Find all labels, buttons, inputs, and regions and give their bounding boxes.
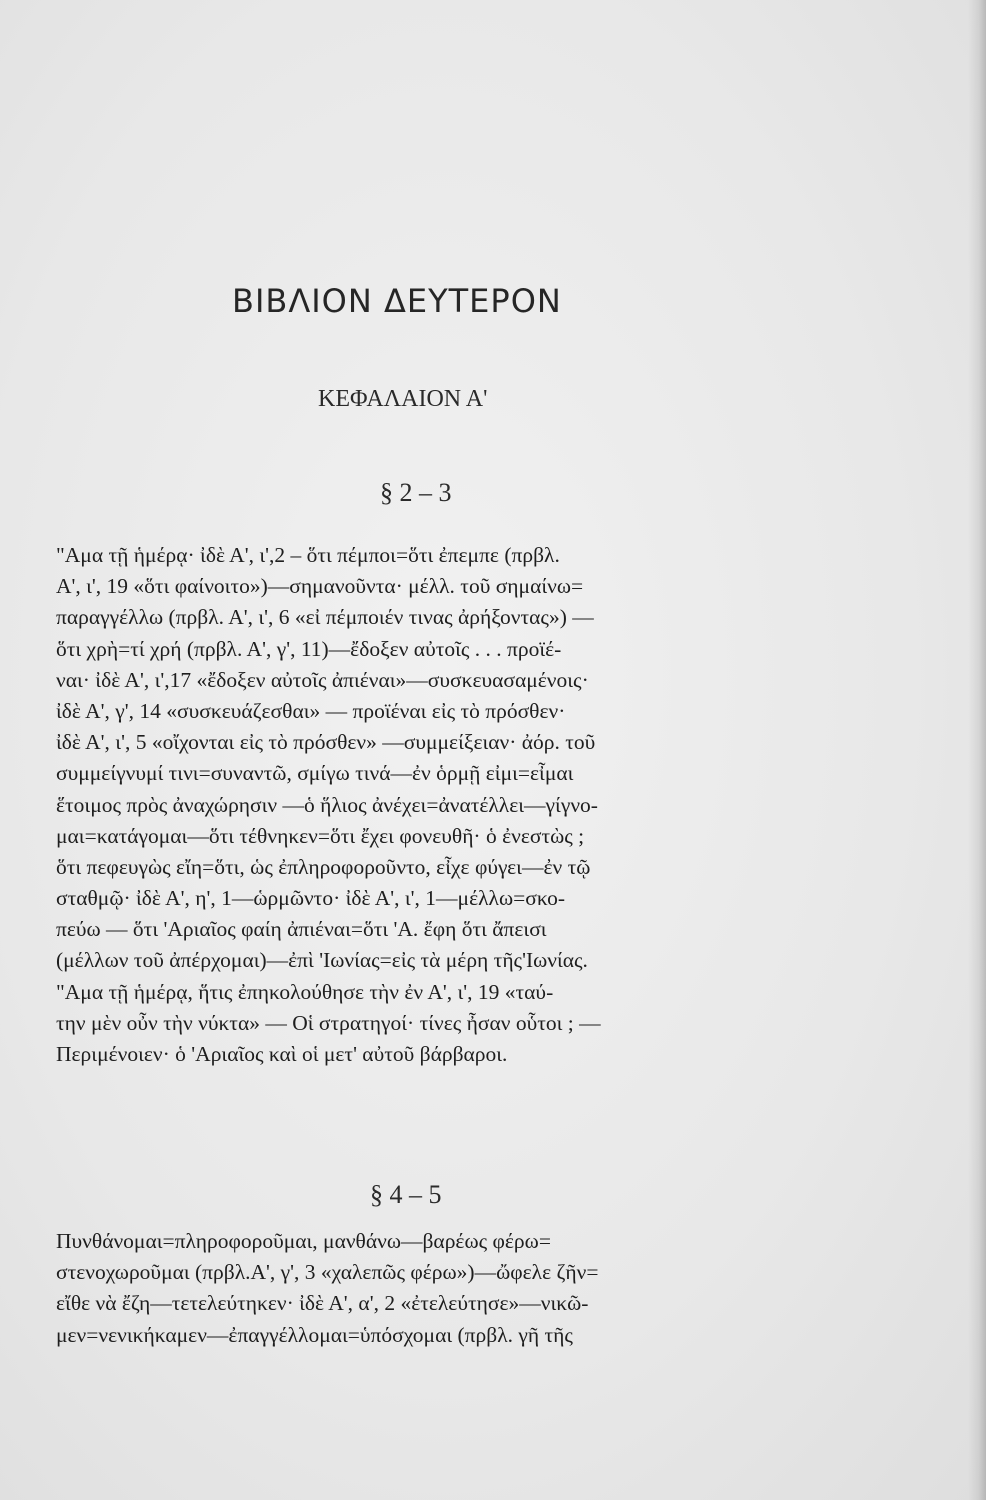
paragraph-section-2-3 — [56, 540, 836, 1070]
text-line: στενοχωροῦμαι (πρβλ.Α', γ', 3 «χαλεπῶς φέρω»)—ὤφελε ζῆν= — [56, 1260, 599, 1285]
text-line: εἴθε νὰ ἔζη—τετελεύτηκεν· ἰδὲ Α', α', 2 «ἐτελεύτησε»—νικῶ- — [56, 1291, 589, 1316]
text-line: παραγγέλλω (πρβλ. Α', ι', 6 «εἰ πέμποιέν τινας ἀρήξοντας») — — [56, 605, 594, 630]
section-heading-2-3: § 2 – 3 — [380, 478, 452, 507]
text-line: ἰδὲ Α', ι', 5 «οἴχονται εἰς τὸ πρόσθεν» —συμμείξειαν· ἀόρ. τοῦ — [56, 730, 596, 755]
text-line: ὅτι χρὴ=τί χρή (πρβλ. Α', γ', 11)—ἔδοξεν αὐτοῖς . . . προϊέ- — [56, 636, 562, 661]
text-line: "Αμα τῇ ἡμέρᾳ· ἰδὲ Α', ι',2 – ὅτι πέμποι=ὅτι ἐπεμπε (πρβλ. — [56, 543, 560, 567]
text-line: Πυνθάνομαι=πληροφοροῦμαι, μανθάνω—βαρέως φέρω= — [56, 1229, 551, 1253]
spine-shadow — [968, 0, 986, 1500]
text-line: ὅτι πεφευγὼς εἴη=ὅτι, ὡς ἐπληροφοροῦντο, εἶχε φύγει—ἐν τῷ — [56, 854, 591, 879]
text-line: συμμείγνυμί τινι=συναντῶ, σμίγω τινά—ἐν ὁρμῇ εἰμι=εἶμαι — [56, 761, 574, 786]
text-line: ἕτοιμος πρὸς ἀναχώρησιν —ὁ ἥλιος ἀνέχει=ἀνατέλλει—γίγνο- — [56, 792, 598, 817]
chapter-title: ΚΕΦΑΛΑΙΟΝ Α' — [318, 386, 488, 412]
text-line: σταθμῷ· ἰδὲ Α', η', 1—ὡρμῶντο· ἰδὲ Α', ι', 1—μέλλω=σκο- — [56, 886, 566, 911]
text-line: μαι=κατάγομαι—ὅτι τέθνηκεν=ὅτι ἔχει φονευθῆ· ὁ ἐνεστὼς ; — [56, 823, 585, 848]
section-heading-4-5: § 4 – 5 — [370, 1180, 442, 1209]
text-line: την μὲν οὖν τὴν νύκτα» — Οἱ στρατηγοί· τίνες ἦσαν οὗτοι ; — — [56, 1010, 601, 1035]
text-line: "Αμα τῇ ἡμέρᾳ, ἥτις ἐπηκολούθησε τὴν ἐν Α', ι', 19 «ταύ- — [56, 979, 554, 1004]
text-line: ἰδὲ Α', γ', 14 «συσκευάζεσθαι» — προϊέναι εἰς τὸ πρόσθεν· — [56, 698, 566, 723]
text-line: Α', ι', 19 «ὅτι φαίνοιτο»)—σημανοῦντα· μέλλ. τοῦ σημαίνω= — [56, 574, 584, 599]
text-line: ναι· ἰδὲ Α', ι',17 «ἔδοξεν αὐτοῖς ἀπιέναι»—συσκευασαμένοις· — [56, 667, 589, 692]
text-line: (μέλλων τοῦ ἀπέρχομαι)—ἐπὶ 'Ιωνίας=εἰς τὰ μέρη τῆς'Ιωνίας. — [56, 948, 588, 973]
text-line: μεν=νενικήκαμεν—ἐπαγγέλλομαι=ὑπόσχομαι (πρβλ. γῆ τῆς — [56, 1322, 573, 1347]
text-line: πεύω — ὅτι 'Αριαῖος φαίη ἀπιέναι=ὅτι 'Α. ἔφη ὅτι ἄπεισι — [56, 917, 547, 942]
text-line: Περιμένοιεν· ὁ 'Αριαῖος καὶ οἱ μετ' αὐτοῦ βάρβαροι. — [56, 1042, 508, 1066]
book-title: ΒΙΒΛΙΟΝ ΔΕΥΤΕΡΟΝ — [232, 282, 562, 320]
paragraph-section-4-5 — [56, 1226, 836, 1351]
